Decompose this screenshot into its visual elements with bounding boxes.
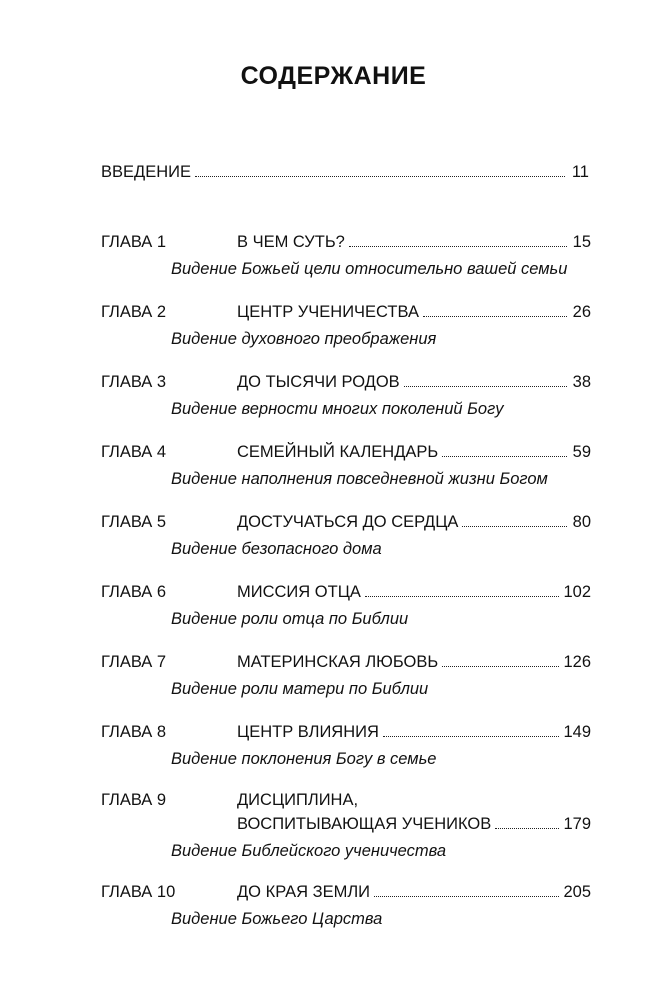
chapter-title: МАТЕРИНСКАЯ ЛЮБОВЬ bbox=[237, 653, 439, 671]
chapter-page-number: 205 bbox=[563, 883, 591, 901]
chapter-title: ВОСПИТЫВАЮЩАЯ УЧЕНИКОВ bbox=[237, 815, 492, 833]
chapter-subtitle: Видение Божьего Царства bbox=[171, 910, 383, 928]
chapter-page-number: 179 bbox=[563, 815, 591, 833]
chapter-subtitle: Видение безопасного дома bbox=[171, 540, 382, 558]
chapter-page-number: 102 bbox=[563, 583, 591, 601]
chapter-subtitle: Видение Библейского ученичества bbox=[171, 842, 447, 860]
chapter-label: ГЛАВА 3 bbox=[101, 373, 167, 391]
chapter-label: ГЛАВА 9 bbox=[101, 791, 167, 809]
dot-leader bbox=[349, 246, 567, 247]
chapter-subtitle: Видение Божьей цели относительно вашей семьи bbox=[171, 260, 568, 278]
chapter-title: ДО ТЫСЯЧИ РОДОВ bbox=[237, 373, 400, 391]
toc-entry-chapter-6[interactable] bbox=[101, 583, 591, 631]
chapter-title: В ЧЕМ СУТЬ? bbox=[237, 233, 345, 251]
dot-leader bbox=[383, 736, 560, 737]
chapter-page-number: 15 bbox=[572, 233, 591, 251]
chapter-page-number: 59 bbox=[572, 443, 591, 461]
page-title: СОДЕРЖАНИЕ bbox=[240, 62, 427, 90]
chapter-page-number: 26 bbox=[572, 303, 591, 321]
toc-entry-chapter-3[interactable] bbox=[101, 373, 591, 421]
toc-entry-chapter-8[interactable] bbox=[101, 723, 591, 771]
toc-entry-chapter-7[interactable] bbox=[101, 653, 591, 701]
toc-entry-chapter-9[interactable] bbox=[101, 791, 591, 863]
toc-entry-chapter-5[interactable] bbox=[101, 513, 591, 561]
chapter-title: ДОСТУЧАТЬСЯ ДО СЕРДЦА bbox=[237, 513, 459, 531]
chapter-subtitle: Видение верности многих поколений Богу bbox=[171, 400, 504, 418]
dot-leader bbox=[462, 526, 567, 527]
chapter-title: ЦЕНТР ВЛИЯНИЯ bbox=[237, 723, 379, 741]
toc-entry-chapter-1[interactable] bbox=[101, 233, 591, 281]
chapter-page-number: 80 bbox=[572, 513, 591, 531]
chapter-title: ДО КРАЯ ЗЕМЛИ bbox=[237, 883, 371, 901]
toc-entry-chapter-4[interactable] bbox=[101, 443, 591, 491]
chapter-page-number: 126 bbox=[563, 653, 591, 671]
dot-leader bbox=[442, 456, 567, 457]
dot-leader bbox=[442, 666, 559, 667]
intro-label: ВВЕДЕНИЕ bbox=[101, 163, 191, 181]
toc-entry-chapter-10[interactable] bbox=[101, 883, 591, 931]
chapter-page-number: 38 bbox=[572, 373, 591, 391]
dot-leader bbox=[404, 386, 567, 387]
chapter-title: МИССИЯ ОТЦА bbox=[237, 583, 361, 601]
chapter-label: ГЛАВА 10 bbox=[101, 883, 176, 901]
chapter-label: ГЛАВА 2 bbox=[101, 303, 167, 321]
dot-leader bbox=[195, 176, 565, 177]
dot-leader bbox=[423, 316, 567, 317]
chapter-label: ГЛАВА 4 bbox=[101, 443, 167, 461]
chapter-label: ГЛАВА 6 bbox=[101, 583, 167, 601]
chapter-subtitle: Видение роли матери по Библии bbox=[171, 680, 429, 698]
chapter-label: ГЛАВА 5 bbox=[101, 513, 167, 531]
chapter-label: ГЛАВА 8 bbox=[101, 723, 167, 741]
chapter-title-line-1: ДИСЦИПЛИНА, bbox=[237, 791, 359, 809]
dot-leader bbox=[374, 896, 559, 897]
toc-entry-chapter-2[interactable] bbox=[101, 303, 591, 351]
chapter-subtitle: Видение духовного преображения bbox=[171, 330, 437, 348]
chapter-subtitle: Видение поклонения Богу в семье bbox=[171, 750, 437, 768]
toc-entry-introduction[interactable] bbox=[101, 163, 589, 182]
chapter-label: ГЛАВА 1 bbox=[101, 233, 167, 251]
chapter-title: СЕМЕЙНЫЙ КАЛЕНДАРЬ bbox=[237, 443, 439, 461]
chapter-subtitle: Видение роли отца по Библии bbox=[171, 610, 409, 628]
chapter-subtitle: Видение наполнения повседневной жизни Богом bbox=[171, 470, 548, 488]
intro-page-number: 11 bbox=[571, 163, 589, 181]
chapter-label: ГЛАВА 7 bbox=[101, 653, 167, 671]
chapter-title: ЦЕНТР УЧЕНИЧЕСТВА bbox=[237, 303, 419, 321]
dot-leader bbox=[365, 596, 560, 597]
chapter-page-number: 149 bbox=[563, 723, 591, 741]
dot-leader bbox=[495, 828, 559, 829]
